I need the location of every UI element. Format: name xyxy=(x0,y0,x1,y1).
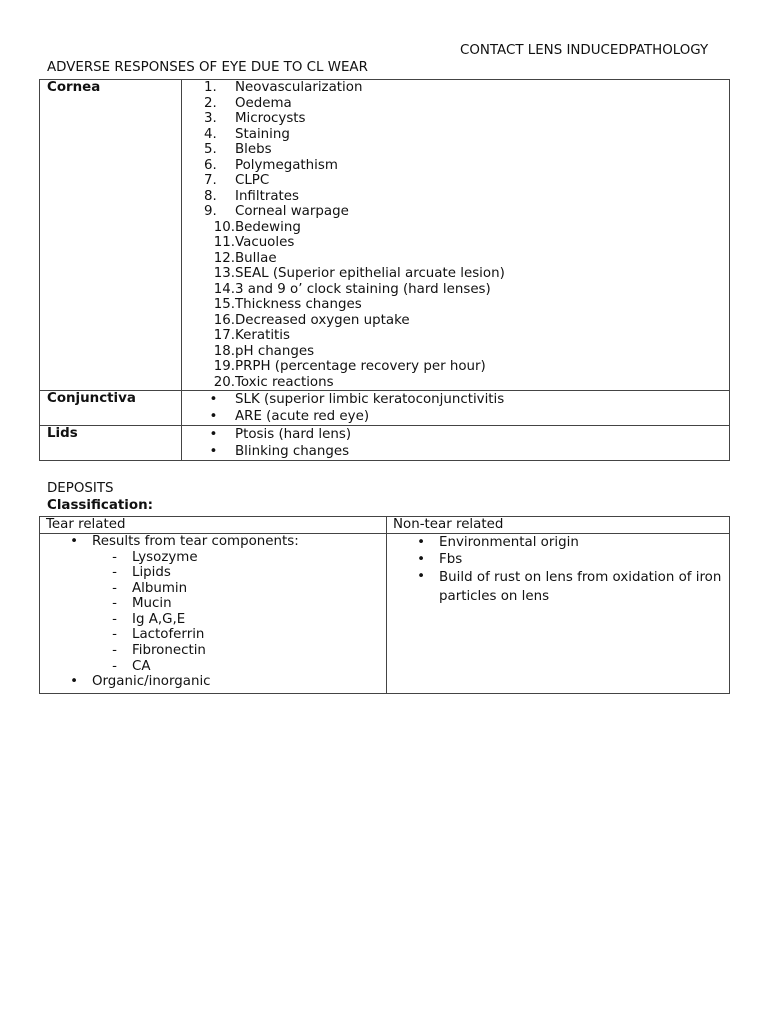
list-item xyxy=(182,142,729,158)
list-item xyxy=(182,266,729,282)
list-number: 15. xyxy=(213,297,235,312)
list-item xyxy=(182,111,729,127)
classification-heading: Classification: xyxy=(47,498,153,513)
document-header: CONTACT LENS INDUCEDPATHOLOGY xyxy=(460,43,709,58)
list-item xyxy=(40,550,386,566)
list-number: 14. xyxy=(213,281,235,297)
list-text: Oedema xyxy=(235,95,292,111)
row-label-conjunctiva: Conjunctiva xyxy=(40,391,182,426)
cornea-list xyxy=(182,80,729,390)
list-item xyxy=(182,189,729,205)
list-number: 6. xyxy=(204,157,217,173)
list-item xyxy=(40,565,386,581)
list-text: Infiltrates xyxy=(235,188,300,204)
list-text: Toxic reactions xyxy=(235,374,334,390)
list-text: Thickness changes xyxy=(235,297,362,312)
tear-components-list xyxy=(40,550,386,675)
list-number: 16. xyxy=(213,312,235,328)
table-row xyxy=(40,426,730,461)
list-text: Vacuoles xyxy=(235,235,295,250)
list-text: Microcysts xyxy=(235,111,306,126)
list-text: CLPC xyxy=(235,173,270,188)
list-item xyxy=(40,581,386,597)
list-text: Bedewing xyxy=(235,219,301,235)
conjunctiva-list xyxy=(182,391,729,425)
list-item: • Results from tear components: xyxy=(40,534,386,550)
list-number: 8. xyxy=(204,188,217,204)
list-item xyxy=(182,375,729,391)
bullet-icon: • xyxy=(417,535,425,550)
row-label-lids: Lids xyxy=(40,426,182,461)
list-item xyxy=(40,627,386,643)
list-item: • Ptosis (hard lens) xyxy=(182,426,729,443)
list-number: 17. xyxy=(213,328,235,343)
list-item xyxy=(40,659,386,675)
list-number: 4. xyxy=(204,126,217,142)
bullet-icon: • xyxy=(209,392,218,407)
list-number: 2. xyxy=(204,95,217,111)
dash-icon: - xyxy=(112,596,117,612)
lids-list xyxy=(182,426,729,460)
list-item: • Environmental origin xyxy=(387,534,729,551)
list-item: • Build of rust on lens from oxidation of iron particles on lens xyxy=(387,568,729,606)
list-number: 18. xyxy=(213,343,235,359)
list-item xyxy=(182,158,729,174)
table-row xyxy=(40,391,730,426)
bullet-icon: • xyxy=(70,674,78,690)
list-item xyxy=(182,220,729,236)
bullet-icon: • xyxy=(209,427,218,442)
list-text: Fibronectin xyxy=(132,643,206,659)
list-item xyxy=(182,235,729,251)
list-text: Polymegathism xyxy=(235,157,338,173)
list-item xyxy=(182,344,729,360)
dash-icon: - xyxy=(112,580,117,596)
dash-icon: - xyxy=(112,611,117,627)
list-item xyxy=(40,596,386,612)
list-number: 5. xyxy=(204,142,217,157)
deposits-table xyxy=(39,516,730,694)
dash-icon: - xyxy=(112,565,117,581)
list-item xyxy=(182,127,729,143)
list-item xyxy=(182,96,729,112)
list-number: 12. xyxy=(213,250,235,266)
list-item xyxy=(182,80,729,96)
list-item xyxy=(182,313,729,329)
list-item xyxy=(182,173,729,189)
list-number: 10. xyxy=(213,219,235,235)
list-text: Lipids xyxy=(132,565,171,581)
list-number: 3. xyxy=(204,111,217,126)
table-row xyxy=(40,534,730,694)
bullet-icon: • xyxy=(209,409,218,424)
list-number: 9. xyxy=(204,204,217,219)
dash-icon: - xyxy=(112,643,117,659)
dash-icon: - xyxy=(112,627,117,643)
table-row xyxy=(40,80,730,391)
list-text: Mucin xyxy=(132,596,172,612)
list-item xyxy=(40,612,386,628)
list-number: 13. xyxy=(213,266,235,281)
dash-icon: - xyxy=(112,549,117,565)
list-text: Decreased oxygen uptake xyxy=(235,312,410,328)
list-item xyxy=(182,251,729,267)
list-number: 20. xyxy=(213,374,235,390)
list-item xyxy=(182,204,729,220)
dash-icon: - xyxy=(112,658,117,674)
list-text: Neovascularization xyxy=(235,80,363,95)
table-header-row xyxy=(40,517,730,534)
row-label-cornea: Cornea xyxy=(40,80,182,391)
bullet-icon: • xyxy=(70,534,78,549)
list-item xyxy=(182,282,729,298)
list-number: 19. xyxy=(213,359,235,374)
list-item: • Blinking changes xyxy=(182,443,729,460)
section-title: ADVERSE RESPONSES OF EYE DUE TO CL WEAR xyxy=(47,60,368,75)
list-item xyxy=(40,643,386,659)
list-item: • Fbs xyxy=(387,551,729,568)
list-text: Keratitis xyxy=(235,328,290,343)
list-text: Blebs xyxy=(235,142,272,157)
column-header-non-tear: Non-tear related xyxy=(387,517,730,534)
list-text: SEAL (Superior epithelial arcuate lesion) xyxy=(235,266,505,281)
list-text: Staining xyxy=(235,126,290,142)
list-item: • ARE (acute red eye) xyxy=(182,408,729,425)
list-text: 3 and 9 o’ clock staining (hard lenses) xyxy=(235,281,491,297)
bullet-icon: • xyxy=(417,552,425,567)
list-number: 1. xyxy=(204,80,217,95)
list-text: Lysozyme xyxy=(132,549,198,565)
list-number: 7. xyxy=(204,173,217,188)
adverse-responses-table xyxy=(39,79,730,461)
column-header-tear: Tear related xyxy=(40,517,387,534)
bullet-icon: • xyxy=(209,444,218,459)
non-tear-list xyxy=(387,534,729,606)
list-text: PRPH (percentage recovery per hour) xyxy=(235,359,486,374)
list-text: Ig A,G,E xyxy=(132,611,186,627)
bullet-icon: • xyxy=(417,569,425,584)
list-text: Albumin xyxy=(132,580,188,596)
list-item xyxy=(182,359,729,375)
list-text: CA xyxy=(132,658,151,674)
list-text: pH changes xyxy=(235,343,315,359)
list-item: • SLK (superior limbic keratoconjunctivitis xyxy=(182,391,729,408)
deposits-heading: DEPOSITS xyxy=(47,481,114,496)
list-number: 11. xyxy=(213,235,235,250)
list-text: Bullae xyxy=(235,250,277,266)
list-item xyxy=(182,297,729,313)
list-text: Corneal warpage xyxy=(235,204,349,219)
list-text: Lactoferrin xyxy=(132,627,205,643)
list-item xyxy=(182,328,729,344)
list-item: • Organic/inorganic xyxy=(40,674,386,690)
